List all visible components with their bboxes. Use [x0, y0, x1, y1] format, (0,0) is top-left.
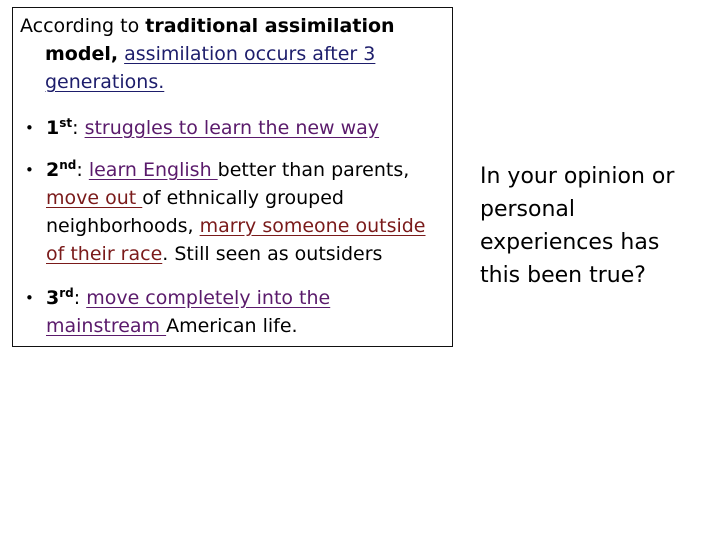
intro-lead: According to: [20, 15, 146, 37]
bullet-seg7: of their race: [46, 243, 163, 265]
bullet-seg1: move completely into the: [86, 287, 331, 309]
bullet-seg2: mainstream: [46, 315, 167, 337]
bullet-number: 3: [46, 287, 60, 309]
bullet-sep: :: [73, 287, 87, 309]
bullet-dot-icon: •: [25, 119, 34, 137]
discussion-question: In your opinion or personal experiences has this been true?: [480, 164, 675, 288]
bullet-first-generation: [13, 114, 443, 142]
bullet-number: 2: [46, 159, 60, 181]
intro-underlined: assimilation occurs after 3: [124, 43, 376, 65]
bullet-text: struggles to learn the new way: [84, 117, 380, 139]
bullet-seg8: . Still seen as outsiders: [162, 243, 383, 265]
intro-paragraph: [20, 12, 440, 96]
bullet-dot-icon: •: [25, 289, 34, 307]
intro-continuation: [20, 40, 440, 68]
bullet-suffix: rd: [59, 286, 74, 300]
intro-bold-term-cont: model,: [45, 43, 119, 65]
bullet-seg3: American life.: [166, 315, 298, 337]
intro-bold-term: traditional assimilation: [145, 15, 395, 37]
bullet-body: [46, 156, 443, 268]
bullet-seg2: better than parents,: [217, 159, 410, 181]
bullet-seg4: of ethnically grouped: [142, 187, 344, 209]
bullet-dot-icon: •: [25, 161, 34, 179]
bullet-seg6: marry someone outside: [199, 215, 426, 237]
bullet-body: [46, 284, 443, 340]
bullet-seg1: learn English: [88, 159, 218, 181]
bullet-second-generation: [13, 156, 443, 268]
content-textbox: [12, 7, 453, 347]
bullet-number: 1: [46, 117, 60, 139]
intro-continuation-2: [20, 68, 440, 96]
bullet-body: [46, 114, 443, 142]
intro-underlined-cont: generations.: [45, 71, 165, 93]
bullet-suffix: nd: [59, 158, 77, 172]
bullet-sep: :: [76, 159, 89, 181]
bullet-seg3: move out: [46, 187, 143, 209]
bullet-third-generation: [13, 284, 443, 340]
bullet-sep: :: [72, 117, 85, 139]
bullet-seg5: neighborhoods,: [46, 215, 200, 237]
bullet-suffix: st: [59, 116, 73, 130]
